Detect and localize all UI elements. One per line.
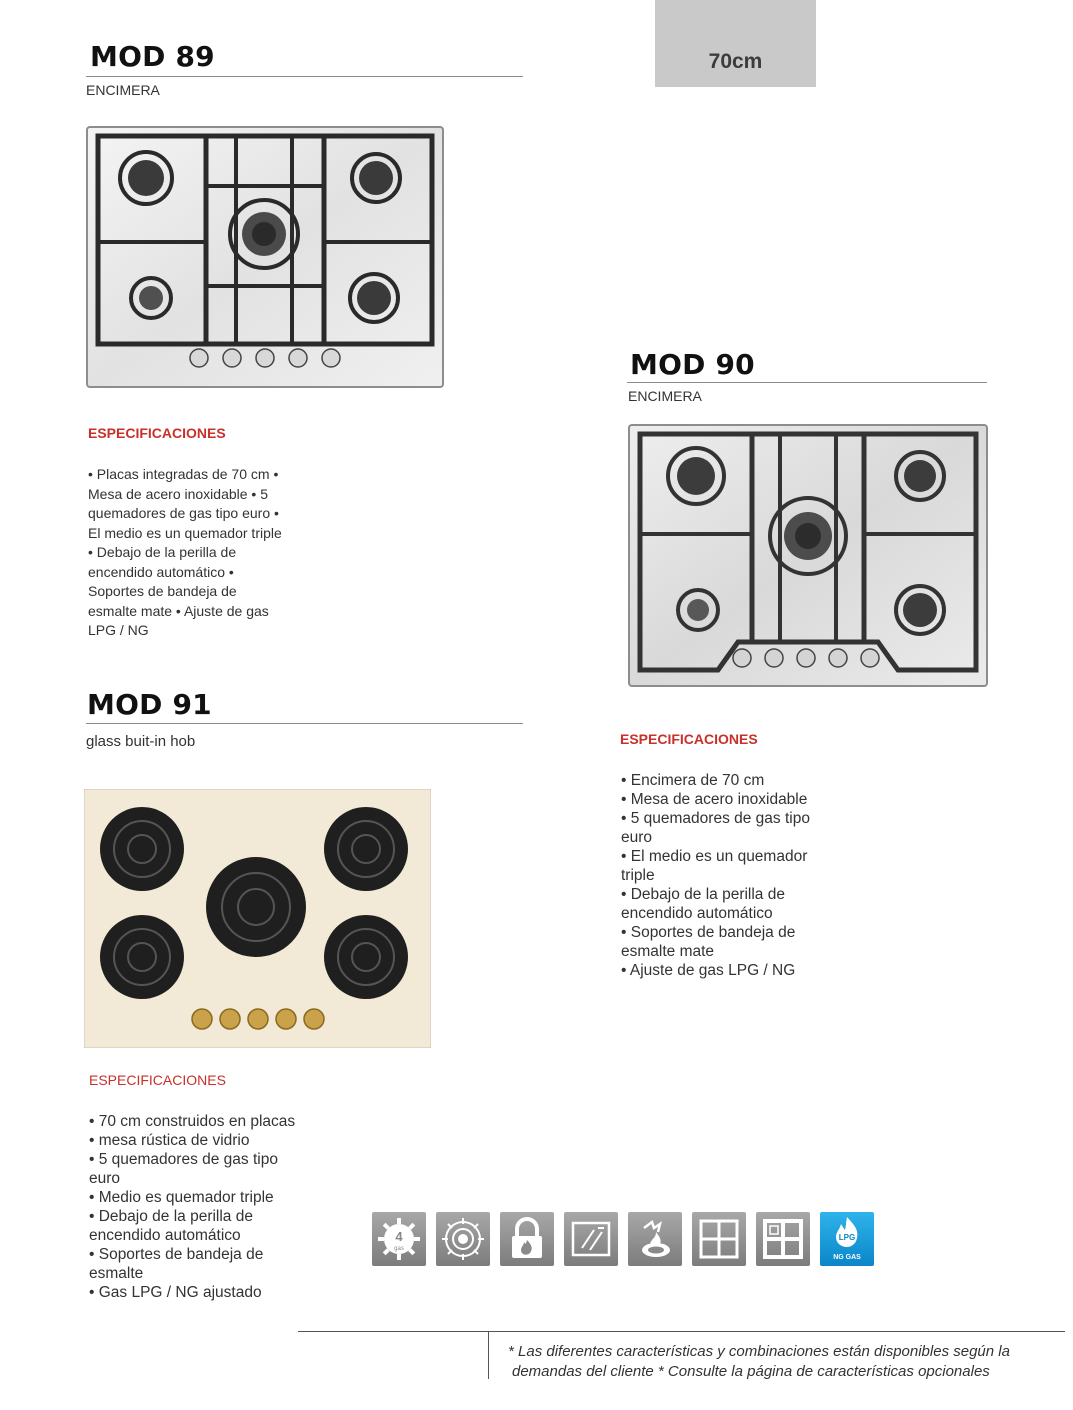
spec-line: Mesa de acero inoxidable • 5: [88, 485, 269, 502]
spec-line: quemadores de gas tipo euro •: [88, 505, 279, 521]
spec-line: euro: [89, 1170, 121, 1187]
spec-line: • mesa rústica de vidrio: [89, 1132, 250, 1149]
spec-line: encendido automático: [89, 1227, 241, 1244]
spec-line: • Debajo de la perilla de: [621, 886, 785, 903]
mod91-hob-image: [84, 789, 431, 1048]
mod91-divider: [86, 723, 523, 724]
spec-line: encendido automático •: [88, 563, 234, 580]
spec-line: • El medio es un quemador: [621, 848, 808, 865]
spec-line: • Soportes de bandeja de: [621, 924, 796, 941]
enamel-grid-icon: [756, 1212, 810, 1266]
mod91-spec-list: [89, 1112, 339, 1302]
mod90-hob-image: [628, 424, 988, 687]
icon-sublabel: gas: [394, 1246, 404, 1252]
spec-line: esmalte: [89, 1265, 144, 1282]
footnote-line-2: demandas del cliente * Consulte la página de características opcionales: [512, 1363, 990, 1380]
spec-line: • Gas LPG / NG ajustado: [89, 1284, 262, 1301]
mod91-subtitle: glass buit-in hob: [86, 733, 196, 750]
spec-line: LPG / NG: [88, 622, 149, 638]
spec-line: encendido automático: [621, 905, 773, 922]
mod89-title: MOD 89: [90, 40, 215, 73]
spec-line: • Soportes de bandeja de: [89, 1246, 264, 1263]
mod91-title: MOD 91: [87, 688, 212, 721]
size-tab-label: 70cm: [708, 50, 763, 73]
mod90-spec-title: ESPECIFICACIONES: [620, 731, 758, 747]
mod89-divider: [86, 76, 523, 77]
footer-vertical-divider: [488, 1331, 489, 1379]
footnote: [508, 1342, 1068, 1382]
footer-divider: [298, 1331, 1065, 1332]
mod89-spec-title: ESPECIFICACIONES: [88, 425, 226, 441]
icon-sublabel: NG GAS: [833, 1254, 861, 1261]
safety-lock-icon: [500, 1212, 554, 1266]
spec-line: • Ajuste de gas LPG / NG: [621, 962, 796, 979]
spec-line: • Medio es quemador triple: [89, 1189, 274, 1206]
mod90-spec-list: [621, 771, 861, 980]
burner-flame-icon: [436, 1212, 490, 1266]
footnote-line-1: * Las diferentes características y combinaciones están disponibles según la: [508, 1343, 1010, 1360]
spec-line: • Debajo de la perilla de: [89, 1208, 253, 1225]
spec-line: • 5 quemadores de gas tipo: [621, 810, 810, 827]
mod90-subtitle: ENCIMERA: [628, 388, 702, 404]
mod89-subtitle: ENCIMERA: [86, 82, 160, 98]
auto-ignition-icon: [628, 1212, 682, 1266]
mod91-spec-title: ESPECIFICACIONES: [89, 1072, 226, 1088]
spec-line: Soportes de bandeja de: [88, 583, 237, 599]
spec-line: esmalte mate • Ajuste de gas: [88, 602, 269, 619]
spec-line: • Placas integradas de 70 cm •: [88, 466, 279, 482]
mod90-divider: [627, 382, 987, 383]
spec-line: • 5 quemadores de gas tipo: [89, 1151, 278, 1168]
spec-line: triple: [621, 867, 655, 884]
mod89-hob-image: [86, 126, 444, 388]
icon-label: LPG: [838, 1233, 856, 1242]
spec-line: esmalte mate: [621, 943, 715, 960]
mod89-spec-list: [88, 465, 298, 641]
lpg-ng-gas-icon: [820, 1212, 874, 1266]
icon-label: 4: [395, 1229, 403, 1244]
size-tab: [655, 0, 816, 87]
spec-line: El medio es un quemador triple: [88, 524, 282, 541]
spec-line: euro: [621, 829, 653, 846]
spec-line: • Debajo de la perilla de: [88, 544, 237, 560]
glass-surface-icon: [564, 1212, 618, 1266]
spec-line: • Encimera de 70 cm: [621, 772, 765, 789]
cast-iron-grid-icon: [692, 1212, 746, 1266]
four-gas-burner-icon: [372, 1212, 426, 1266]
spec-line: • Mesa de acero inoxidable: [621, 791, 808, 808]
mod90-title: MOD 90: [630, 348, 755, 381]
spec-line: • 70 cm construidos en placas: [89, 1113, 296, 1130]
